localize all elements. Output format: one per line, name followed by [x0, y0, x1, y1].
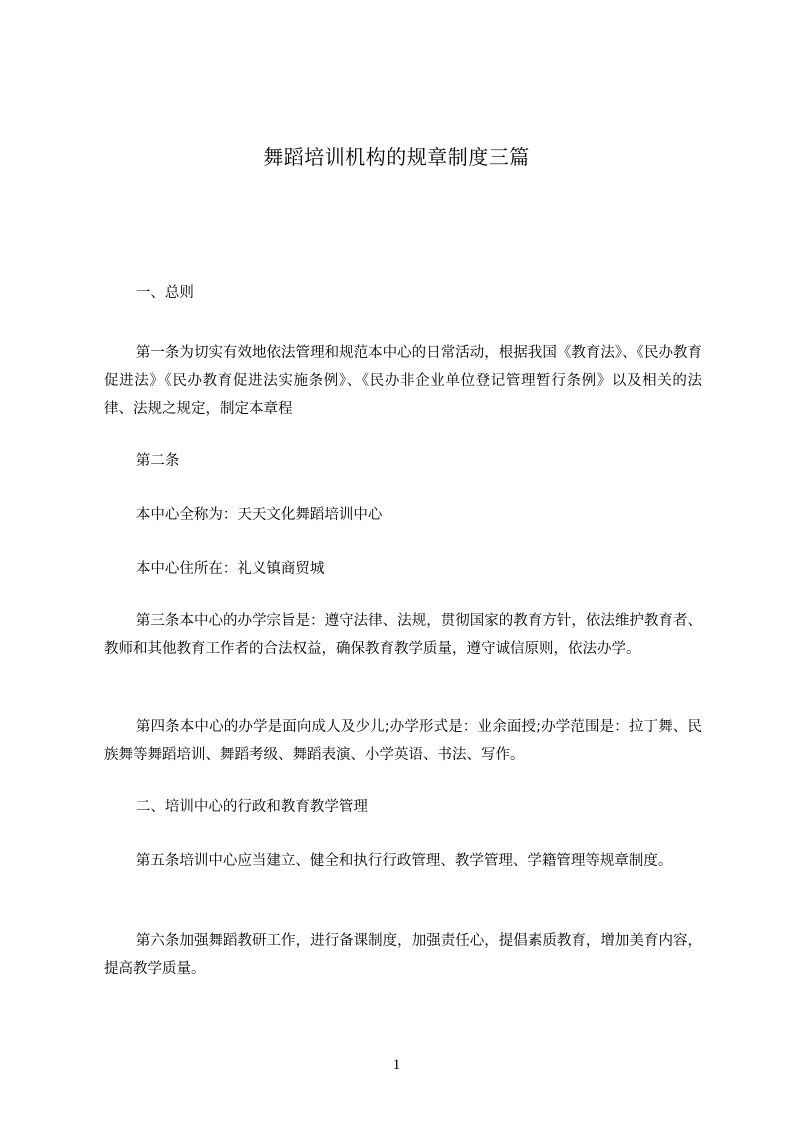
article-5-paragraph: 第五条培训中心应当建立、健全和执行行政管理、教学管理、学籍管理等规章制度。: [135, 853, 673, 869]
document-title: 舞蹈培训机构的规章制度三篇: [263, 145, 530, 169]
section-heading-general: 一、总则: [135, 285, 194, 301]
section-heading-administration: 二、培训中心的行政和教育教学管理: [135, 799, 368, 815]
article-4-paragraph: 第四条本中心的办学是面向成人及少儿;办学形式是：业余面授;办学范围是：拉丁舞、民族舞等舞蹈培训、舞蹈考级、舞蹈表演、小学英语、书法、写作。: [104, 719, 702, 763]
article-6-paragraph: 第六条加强舞蹈教研工作，进行备课制度，加强责任心，提倡素质教育，增加美育内容，提高教学质量。: [104, 933, 702, 977]
center-address: 本中心住所在：礼义镇商贸城: [135, 561, 325, 577]
article-2-heading: 第二条: [135, 453, 180, 469]
article-1-paragraph: 第一条为切实有效地依法管理和规范本中心的日常活动，根据我国《教育法》、《民办教育促进法》《民办教育促进法实施条例》、《民办非企业单位登记管理暂行条例》以及相关的法律、法规之规定，制定本章程: [104, 345, 702, 417]
center-full-name: 本中心全称为：天天文化舞蹈培训中心: [135, 507, 383, 523]
page-number: 1: [392, 1057, 401, 1073]
article-3-paragraph: 第三条本中心的办学宗旨是：遵守法律、法规，贯彻国家的教育方针，依法维护教育者、教师和其他教育工作者的合法权益，确保教育教学质量，遵守诚信原则，依法办学。: [104, 613, 702, 657]
